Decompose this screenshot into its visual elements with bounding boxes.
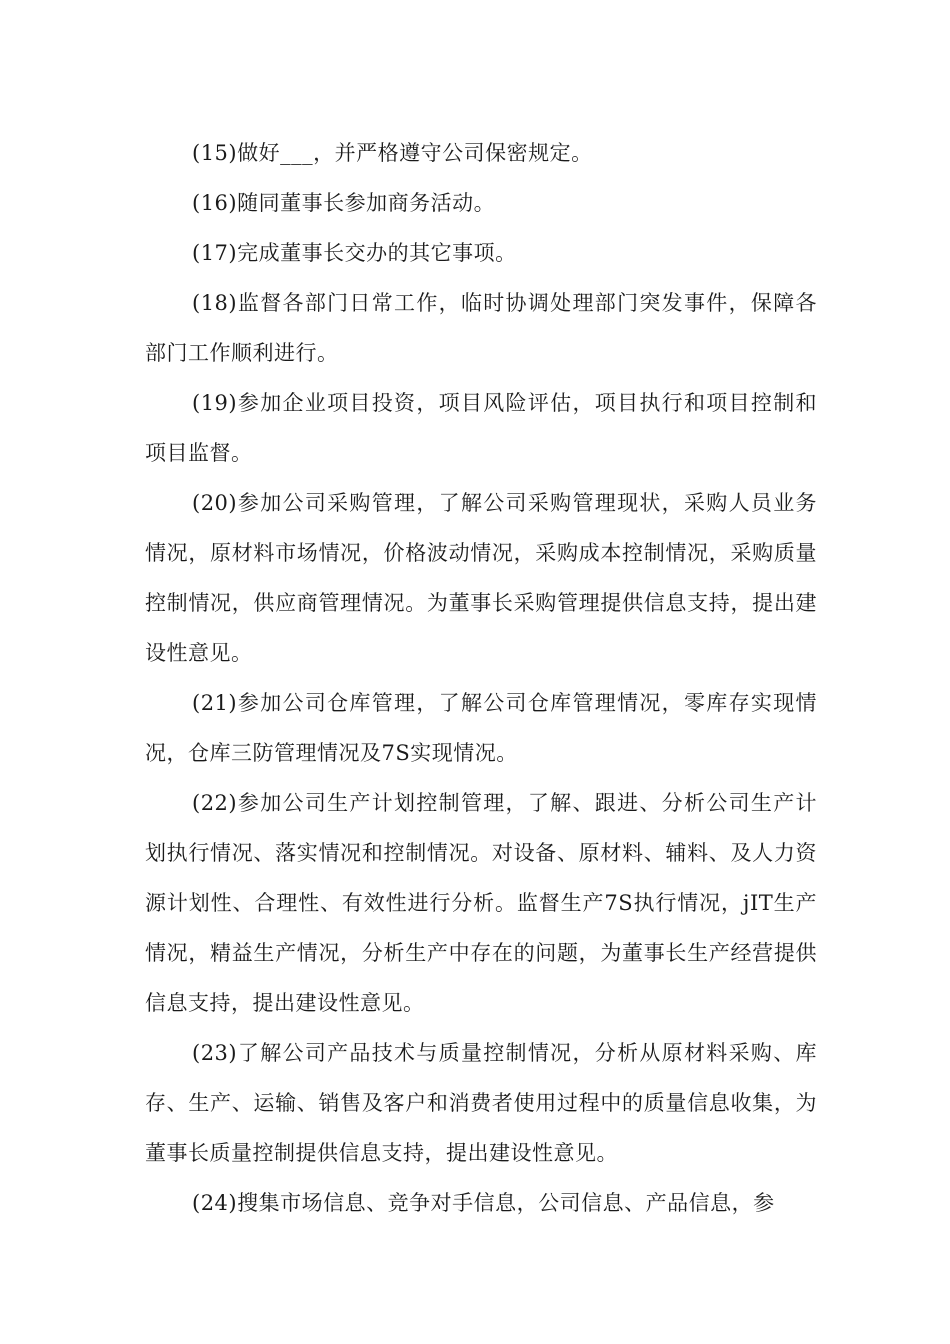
document-body <box>145 128 817 1228</box>
paragraph-20: (20)参加公司采购管理，了解公司采购管理现状，采购人员业务情况，原材料市场情况，价格波动情况，采购成本控制情况，采购质量控制情况，供应商管理情况。为董事长采购管理提供信息支持，提出建设性意见。 <box>145 491 817 665</box>
paragraph-17: (17)完成董事长交办的其它事项。 <box>192 241 517 265</box>
paragraph-15: (15)做好___，并严格遵守公司保密规定。 <box>192 141 593 165</box>
paragraph-23: (23)了解公司产品技术与质量控制情况，分析从原材料采购、库存、生产、运输、销售及客户和消费者使用过程中的质量信息收集，为董事长质量控制提供信息支持，提出建设性意见。 <box>145 1041 817 1165</box>
paragraph-21: (21)参加公司仓库管理，了解公司仓库管理情况，零库存实现情况，仓库三防管理情况及7S实现情况。 <box>145 691 817 765</box>
paragraph-16: (16)随同董事长参加商务活动。 <box>192 191 496 215</box>
paragraph-24: (24)搜集市场信息、竞争对手信息，公司信息、产品信息，参 <box>192 1191 775 1215</box>
paragraph-19: (19)参加企业项目投资，项目风险评估，项目执行和项目控制和项目监督。 <box>145 391 817 465</box>
paragraph-18: (18)监督各部门日常工作，临时协调处理部门突发事件，保障各部门工作顺利进行。 <box>145 291 817 365</box>
paragraph-22: (22)参加公司生产计划控制管理，了解、跟进、分析公司生产计划执行情况、落实情况和控制情况。对设备、原材料、辅料、及人力资源计划性、合理性、有效性进行分析。监督生产7S执行情况，jIT生产情况，精益生产情况，分析生产中存在的问题，为董事长生产经营提供信息支持，提出建设性意见。 <box>145 791 817 1015</box>
